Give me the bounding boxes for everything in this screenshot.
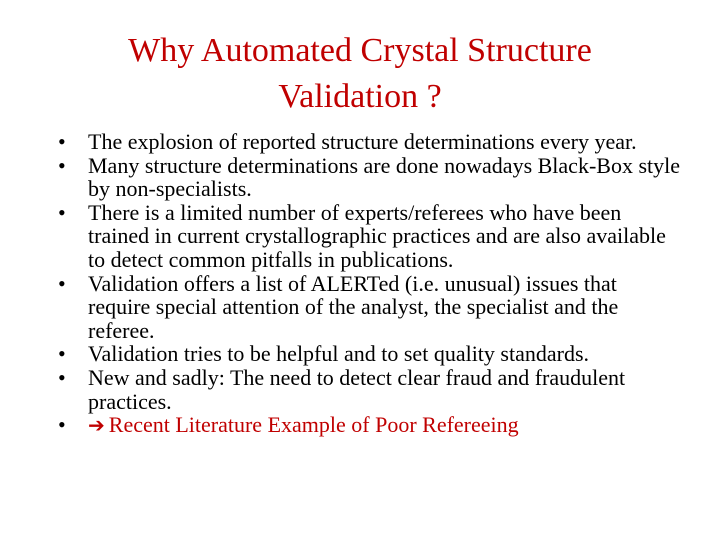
bullet-item-experts — [58, 201, 683, 272]
bullet-item-quality — [58, 342, 683, 366]
slide-title-line-1: Why Automated Crystal Structure — [128, 32, 592, 69]
literature-example-link[interactable] — [88, 412, 519, 437]
bullet-icon: • — [58, 129, 66, 154]
bullet-item-explosion — [58, 130, 683, 154]
bullet-item-fraud — [58, 366, 683, 413]
bullet-text: The explosion of reported structure determinations every year. — [88, 129, 637, 154]
bullet-icon: • — [58, 199, 66, 225]
bullet-icon: • — [58, 412, 66, 438]
bullet-icon: • — [58, 152, 66, 178]
slide-title-line-2: Validation ? — [278, 78, 442, 115]
bullet-icon: • — [58, 341, 66, 367]
bullet-text: New and sadly: The need to detect clear fraud and fraudulent practices. — [88, 364, 626, 414]
slide-title — [40, 28, 680, 120]
bullet-item-black-box — [58, 154, 683, 201]
right-arrow-icon: ➔ — [88, 413, 105, 438]
bullet-icon: • — [58, 270, 66, 296]
bullet-text: Many structure determinations are done nowadays Black-Box style by non-specialists. — [88, 152, 681, 202]
literature-example-label[interactable]: Recent Literature Example of Poor Refereeing — [108, 412, 519, 438]
bullet-icon: • — [58, 364, 66, 390]
bullet-text: There is a limited number of experts/referees who have been trained in current crystallographic practices and are also available to detect common pitfalls in publications. — [88, 199, 666, 272]
bullet-item-literature-link[interactable] — [58, 413, 683, 438]
bullet-list — [58, 130, 683, 438]
bullet-text: Validation offers a list of ALERTed (i.e. unusual) issues that require special attention of the analyst, the specialist and the referee. — [88, 270, 619, 343]
bullet-text: Validation tries to be helpful and to set quality standards. — [88, 341, 590, 367]
bullet-item-alerts — [58, 272, 683, 343]
